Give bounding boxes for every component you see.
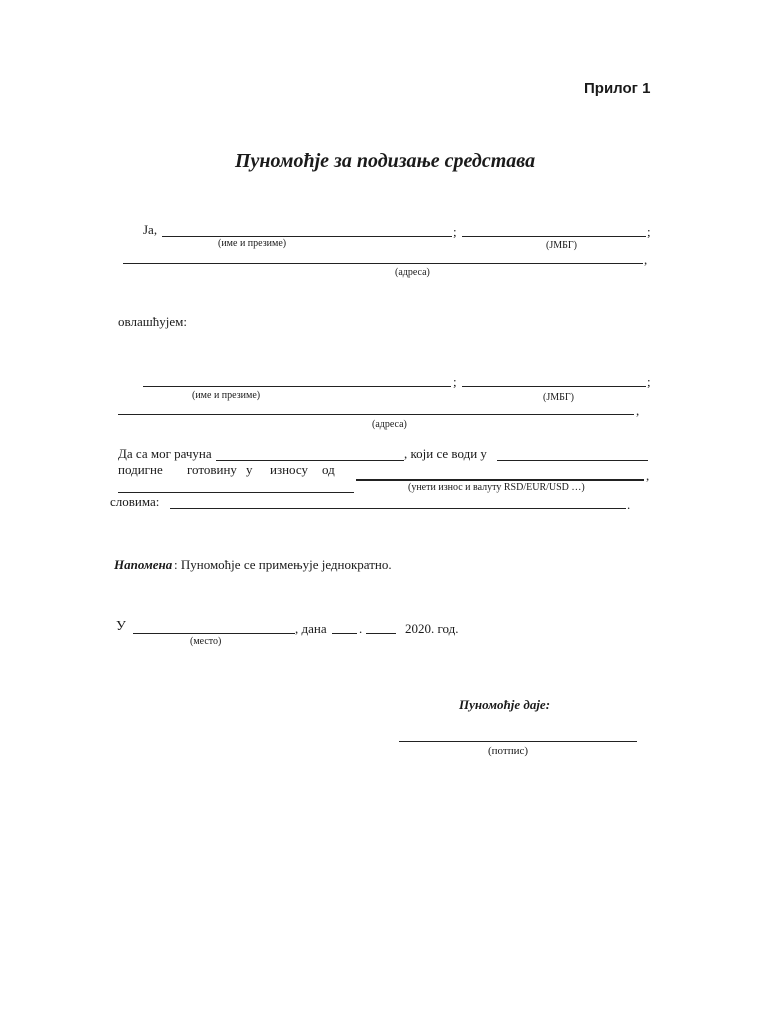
amount-continuation-field[interactable] xyxy=(118,492,354,493)
day-label: , дана xyxy=(295,621,327,636)
agent-name-field[interactable] xyxy=(143,386,451,387)
authorize-label: овлашћујем: xyxy=(118,314,187,329)
agent-separator-1: ; xyxy=(453,374,457,389)
withdraw-word-1: подигне xyxy=(118,462,163,477)
annex-label: Прилог 1 xyxy=(584,80,651,97)
place-caption: (место) xyxy=(190,636,222,647)
account-prefix: Да са мог рачуна xyxy=(118,446,212,461)
year-text: 2020. год. xyxy=(405,621,459,636)
amount-end: , xyxy=(646,468,650,483)
note-text: : Пуномоћје се примењује једнократно. xyxy=(174,557,392,572)
place-in-label: У xyxy=(116,619,126,634)
grantor-separator-1: ; xyxy=(453,224,457,239)
agent-jmbg-caption: (ЈМБГ) xyxy=(543,392,574,403)
withdraw-word-4: износу xyxy=(270,462,308,477)
amount-field[interactable] xyxy=(356,479,644,481)
grantor-name-caption: (име и презиме) xyxy=(218,238,287,249)
in-words-label: словима: xyxy=(110,494,160,509)
account-number-field[interactable] xyxy=(216,460,404,461)
in-words-end: . xyxy=(627,497,631,512)
grantor-jmbg-caption: (ЈМБГ) xyxy=(546,240,577,251)
date-dot: . xyxy=(359,621,363,636)
agent-address-end: , xyxy=(636,403,640,418)
month-field[interactable] xyxy=(366,633,396,634)
agent-jmbg-field[interactable] xyxy=(462,386,646,387)
withdraw-word-5: од xyxy=(322,462,335,477)
amount-in-words-field[interactable] xyxy=(170,508,626,509)
grantor-jmbg-field[interactable] xyxy=(462,236,646,237)
bank-name-field[interactable] xyxy=(497,460,648,461)
withdraw-word-3: у xyxy=(246,462,253,477)
agent-address-caption: (адреса) xyxy=(372,419,407,430)
agent-address-field[interactable] xyxy=(118,414,634,415)
grantor-separator-2: ; xyxy=(647,224,651,239)
note-label: Напомена xyxy=(114,557,173,572)
agent-name-caption: (име и презиме) xyxy=(192,390,261,401)
grantor-address-caption: (адреса) xyxy=(395,267,430,278)
place-field[interactable] xyxy=(133,633,295,634)
agent-separator-2: ; xyxy=(647,374,651,389)
grantor-address-field[interactable] xyxy=(123,263,643,264)
bank-held-at-label: , који се води у xyxy=(404,446,487,461)
withdraw-word-2: готовину xyxy=(187,462,237,477)
signature-field[interactable] xyxy=(399,741,637,742)
amount-caption: (унети износ и валуту RSD/EUR/USD …) xyxy=(408,482,585,493)
grantor-prefix: Ја, xyxy=(143,222,158,237)
given-by-label: Пуномоћје даје: xyxy=(459,697,551,712)
grantor-address-end: , xyxy=(644,252,648,267)
page-title: Пуномоћје за подизање средстава xyxy=(235,150,536,172)
grantor-name-field[interactable] xyxy=(162,236,452,237)
day-field[interactable] xyxy=(332,633,357,634)
signature-caption: (потпис) xyxy=(488,745,529,757)
